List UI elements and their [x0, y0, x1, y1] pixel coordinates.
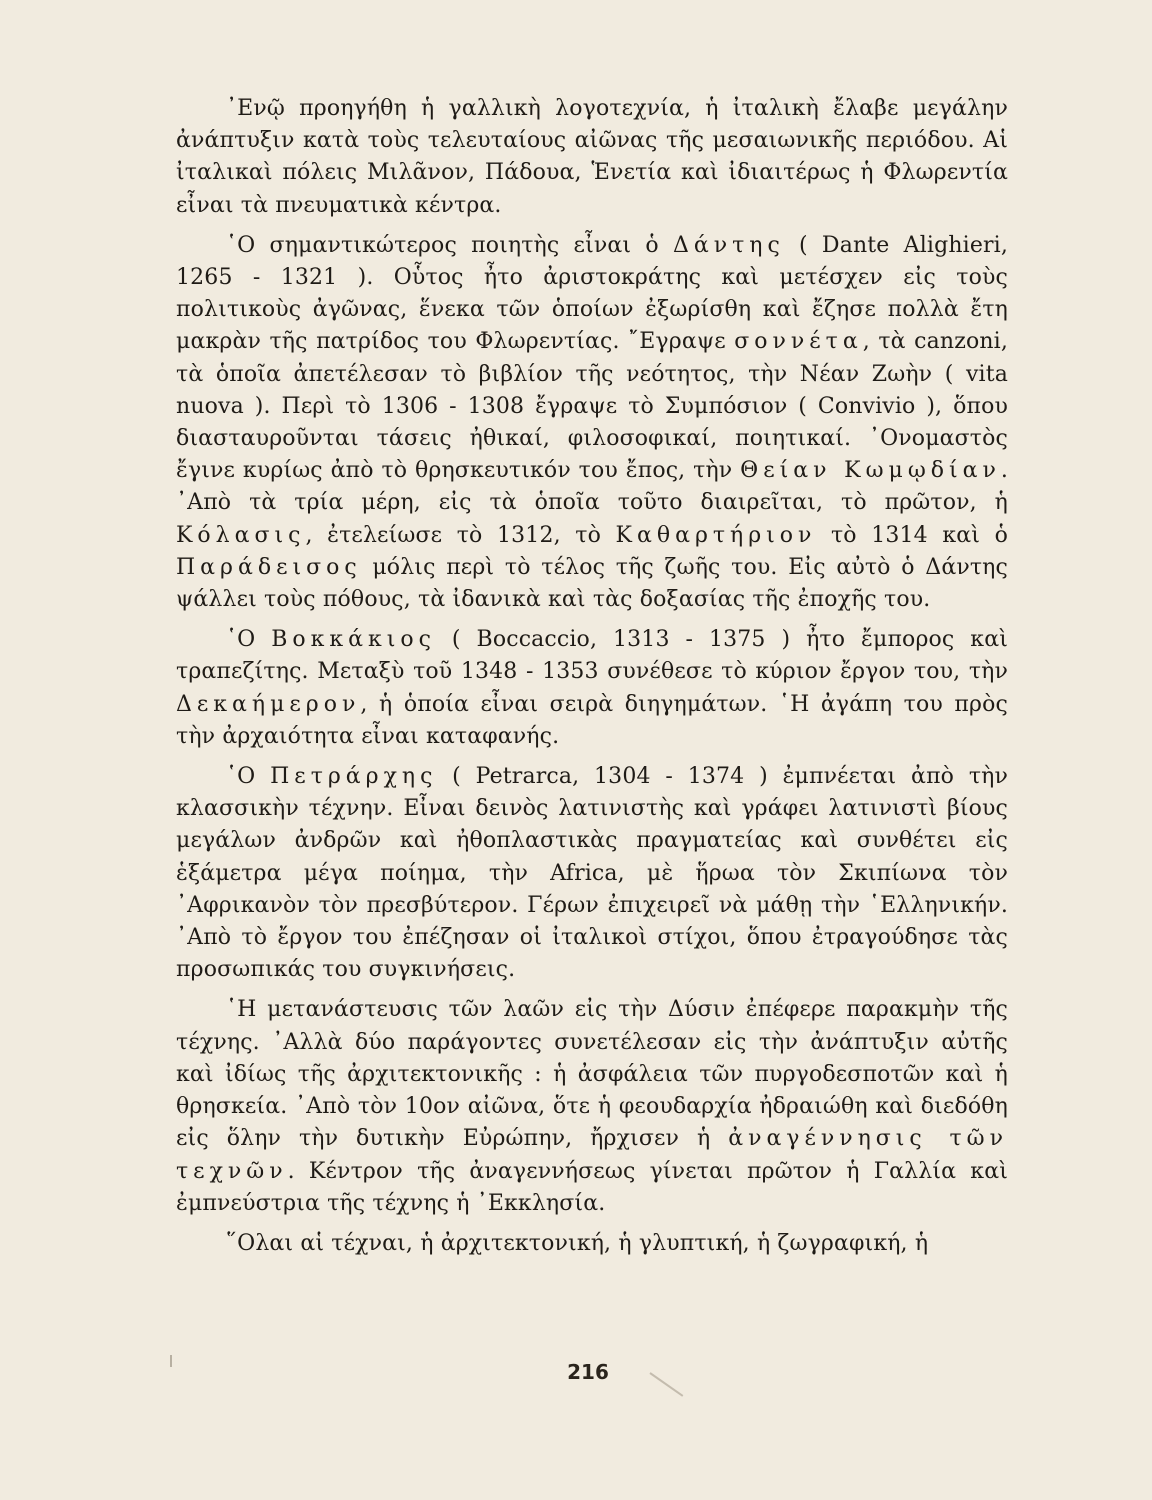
text-run: , ἐτελείωσε τὸ 1312, τὸ: [305, 522, 616, 548]
text-run: ῾Ο: [226, 627, 272, 653]
text-run: ( Petrarca, 1304 - 1374 ) ἐμπνέεται ἀπὸ τὴν κλασσικὴν τέχνην. Εἶναι δεινὸς λατινιστὴς καὶ γράφει λατινιστὶ βίους μεγάλων ἀνδρῶν καὶ ἠθοπλαστικὰς πραγματείας καὶ συνθέτει εἰς ἑξάμετρα μέγα ποίημα, τὴν Africa, μὲ ἥρωα τὸν Σκιπίωνα τὸν ᾿Αφρικανὸν τὸν πρεσβύτερον. Γέρων ἐπιχειρεῖ νὰ μάθῃ τὴν ῾Ελληνικήν. ᾿Απὸ τὸ ἔργον του ἐπέζησαν οἱ ἰταλικοὶ στίχοι, ὅπου ἐτραγούδησε τὰς προσωπικάς του συγκινήσεις.: [176, 764, 1009, 983]
paragraph: [176, 1228, 1008, 1260]
pencil-mark: [649, 1372, 683, 1397]
text-run: ( Boccaccio, 1313 - 1375 ) ἦτο ἔμπορος καὶ τραπεζίτης. Μεταξὺ τοῦ 1348 - 1353 συνέθεσε τὸ κύριον ἔργον του, τὴν: [176, 627, 1008, 685]
text-run: ῾Ο: [226, 764, 271, 790]
text-run: τὸ 1314 καὶ ὁ: [816, 522, 1008, 548]
text-run: ῾Η μετανάστευσις τῶν λαῶν εἰς τὴν Δύσιν ἐπέφερε παρακμὴν τῆς τέχνης. ᾿Αλλὰ δύο παράγοντες συνετέλεσαν εἰς τὴν ἀνάπτυξιν αὐτῆς καὶ ἰδίως τῆς ἀρχιτεκτονικῆς : ἡ ἀσφάλεια τῶν πυργοδεσποτῶν καὶ ἡ θρησκεία. ᾿Απὸ τὸν 10ον αἰῶνα, ὅτε ἡ φεουδαρχία ἠδραιώθη καὶ διεδόθη εἰς ὅλην τὴν δυτικὴν Εὐρώπην, ἤρχισεν ἡ: [176, 997, 1008, 1152]
text-run: ᾿Ενῷ προηγήθη ἡ γαλλικὴ λογοτεχνία, ἡ ἰταλικὴ ἔλαβε μεγάλην ἀνάπτυξιν κατὰ τοὺς τελευταίους αἰῶνας τῆς μεσαιωνικῆς περιόδου. Αἱ ἰταλικαὶ πόλεις Μιλᾶνον, Πάδουα, Ἑνετία καὶ ἰδιαιτέρως ἡ Φλωρεντία εἶναι τὰ πνευματικὰ κέντρα.: [176, 96, 1008, 218]
text-run: , ἡ ὁποία εἶναι σειρὰ διηγημάτων. ῾Η ἀγάπη του πρὸς τὴν ἀρχαιότητα εἶναι καταφανής.: [176, 691, 1008, 749]
spaced-emphasis: Παράδεισος: [176, 554, 362, 580]
spaced-emphasis: σοννέτα: [734, 329, 863, 355]
paragraph: [176, 624, 1008, 753]
spaced-emphasis: Δεκαήμερον: [176, 691, 361, 717]
spaced-emphasis: Θείαν Κωμῳδίαν: [740, 458, 1001, 484]
spaced-emphasis: Βοκκάκιος: [271, 627, 436, 653]
paragraph: [176, 93, 1008, 222]
paragraph: [176, 761, 1008, 986]
page-number: 216: [567, 1360, 609, 1384]
text-run: ῞Ολαι αἱ τέχναι, ἡ ἀρχιτεκτονική, ἡ γλυπτική, ἡ ζωγραφική, ἡ: [226, 1230, 929, 1256]
text-run: ῾Ο σημαντικώτερος ποιητὴς εἶναι ὁ: [226, 232, 673, 258]
body-text: [176, 93, 1008, 1268]
paragraph: [176, 230, 1008, 616]
spaced-emphasis: Πετράρχης: [270, 764, 438, 790]
spaced-emphasis: Κόλασις: [176, 522, 306, 548]
margin-mark: [170, 1355, 172, 1367]
text-run: ( Dante Alighieri, 1265 - 1321 ). Οὗτος ἦτο ἀριστοκράτης καὶ μετέσχεν εἰς τοὺς πολιτικοὺς ἀγῶνας, ἕνεκα τῶν ὁποίων ἐξωρίσθη καὶ ἔζησε πολλὰ ἔτη μακρὰν τῆς πατρίδος του Φλωρεντίας. ῎Εγραψε: [176, 232, 1008, 355]
spaced-emphasis: Καθαρτήριον: [615, 522, 817, 548]
text-run: . ᾿Απὸ τὰ τρία μέρη, εἰς τὰ ὁποῖα τοῦτο διαιρεῖται, τὸ πρῶτον, ἡ: [176, 458, 1009, 516]
paragraph: [176, 994, 1008, 1219]
spaced-emphasis: ἀναγέννησις τῶν τεχνῶν: [176, 1126, 1008, 1184]
text-run: , τὰ canzoni, τὰ ὁποῖα ἀπετέλεσαν τὸ βιβλίον τῆς νεότητος, τὴν Νέαν Ζωὴν ( vita nuova ). Περὶ τὸ 1306 - 1308 ἔγραψε τὸ Συμπόσιον ( Convivio ), ὅπου διασταυροῦνται τάσεις ἠθικαί, φιλοσοφικαί, ποιητικαί. ᾿Ονομαστὸς ἔγινε κυρίως ἀπὸ τὸ θρησκευτικόν του ἔπος, τὴν: [176, 329, 1008, 484]
text-run: μόλις περὶ τὸ τέλος τῆς ζωῆς του. Εἰς αὐτὸ ὁ Δάντης ψάλλει τοὺς πόθους, τὰ ἰδανικὰ καὶ τὰς δοξασίας τῆς ἐποχῆς του.: [176, 554, 1008, 613]
spaced-emphasis: Δάντης: [673, 232, 785, 258]
text-run: . Κέντρον τῆς ἀναγεννήσεως γίνεται πρῶτον ἡ Γαλλία καὶ ἐμπνεύστρια τῆς τέχνης ἡ ᾿Εκκλησία.: [176, 1158, 1008, 1216]
